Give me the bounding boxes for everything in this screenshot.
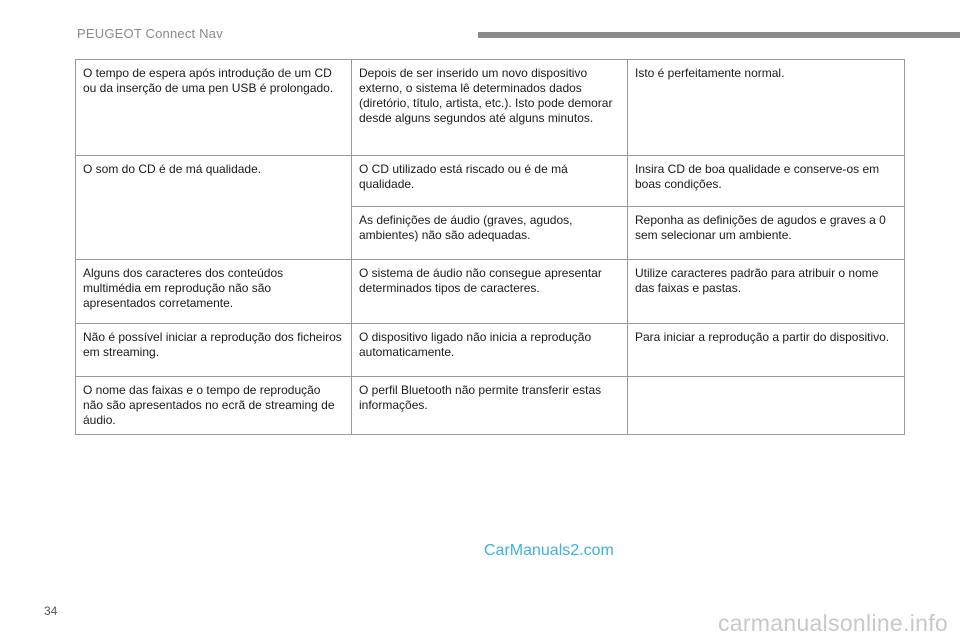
table-row	[76, 324, 905, 377]
table-cell-answer: O sistema de áudio não consegue apresentar determinados tipos de caracteres.	[352, 260, 628, 324]
table-cell-question: O tempo de espera após introdução de um CD ou da inserção de uma pen USB é prolongado.	[76, 60, 352, 156]
table-row	[76, 60, 905, 156]
table-cell-solution: Utilize caracteres padrão para atribuir o nome das faixas e pastas.	[628, 260, 905, 324]
footer-site-watermark: carmanualsonline.info	[717, 610, 948, 636]
table-row	[76, 260, 905, 324]
table-cell-solution: Isto é perfeitamente normal.	[628, 60, 905, 156]
watermark-link[interactable]: CarManuals2.com	[484, 542, 614, 559]
table-row	[76, 377, 905, 435]
table-cell-answer: O perfil Bluetooth não permite transferir estas informações.	[352, 377, 628, 435]
table-cell-solution: Reponha as definições de agudos e graves a 0 sem selecionar um ambiente.	[628, 207, 905, 260]
table-cell-question: O nome das faixas e o tempo de reprodução não são apresentados no ecrã de streaming de áudio.	[76, 377, 352, 435]
table-cell-question: Alguns dos caracteres dos conteúdos multimédia em reprodução não são apresentados corretamente.	[76, 260, 352, 324]
table-cell-solution: Insira CD de boa qualidade e conserve-os em boas condições.	[628, 156, 905, 207]
page-number: 34	[44, 604, 58, 618]
troubleshooting-table	[75, 59, 905, 435]
table-cell-answer: As definições de áudio (graves, agudos, ambientes) não são adequadas.	[352, 207, 628, 260]
table-cell-solution: Para iniciar a reprodução a partir do dispositivo.	[628, 324, 905, 377]
table-cell-solution	[628, 377, 905, 435]
running-header-title: PEUGEOT Connect Nav	[77, 26, 223, 41]
table-row	[76, 156, 905, 207]
table-cell-question: O som do CD é de má qualidade.	[76, 156, 352, 260]
header-rule-bar	[478, 32, 960, 38]
table-cell-answer: O dispositivo ligado não inicia a reprodução automaticamente.	[352, 324, 628, 377]
table-cell-answer: O CD utilizado está riscado ou é de má qualidade.	[352, 156, 628, 207]
table-cell-question: Não é possível iniciar a reprodução dos ficheiros em streaming.	[76, 324, 352, 377]
table-cell-answer: Depois de ser inserido um novo dispositivo externo, o sistema lê determinados dados (diretório, título, artista, etc.). Isto pode demorar desde alguns segundos até alguns minutos.	[352, 60, 628, 156]
